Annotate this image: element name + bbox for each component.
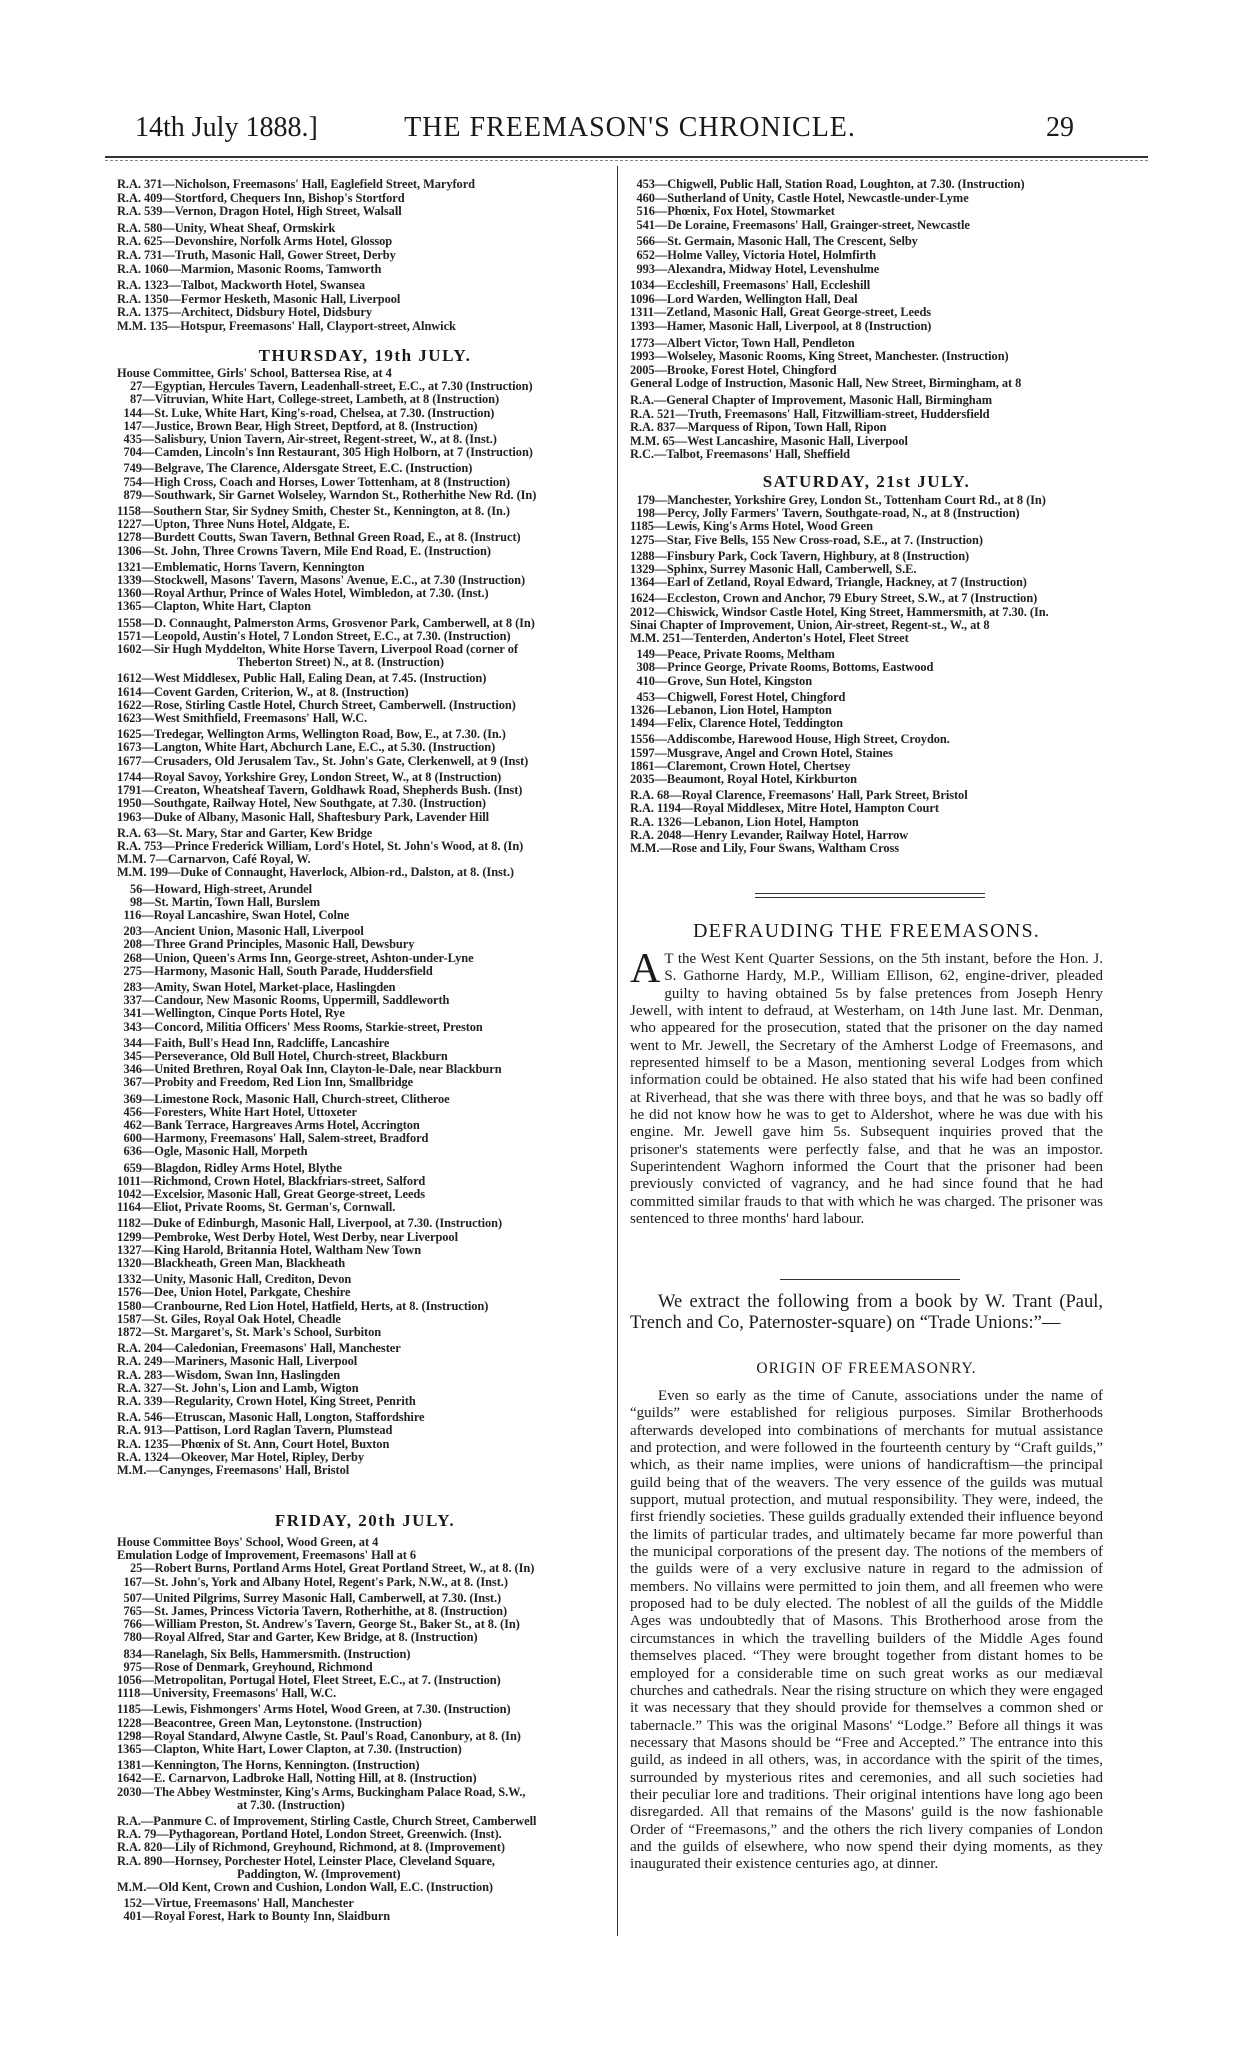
lodge-listing: 1321—Emblematic, Horns Tavern, Kennington <box>117 559 365 574</box>
listing-group <box>117 1592 613 1645</box>
lodge-listing: 1612—West Middlesex, Public Hall, Ealing Dean, at 7.45. (Instruction) <box>117 671 487 686</box>
lodge-listing: M.M. 251—Tenterden, Anderton's Hotel, Fleet Street <box>630 631 909 646</box>
lodge-listing: 1622—Rose, Stirling Castle Hotel, Church Street, Camberwell. (Instruction) <box>117 697 516 712</box>
lodge-listing: 1299—Pembroke, West Derby Hotel, West Derby, near Liverpool <box>117 1229 458 1244</box>
listing-group <box>117 561 613 614</box>
lodge-listing: 1950—Southgate, Railway Hotel, New Southgate, at 7.30. (Instruction) <box>117 796 486 811</box>
issue-date: 14th July 1888.] <box>135 112 318 143</box>
lodge-listing: 149—Peace, Private Rooms, Meltham <box>636 647 835 662</box>
lodge-listing: 1673—Langton, White Hart, Abchurch Lane, E.C., at 5.30. (Instruction) <box>117 740 496 755</box>
drop-cap: A <box>630 946 661 992</box>
listing-group <box>117 617 613 670</box>
article-text: T the West Kent Quarter Sessions, on the 5th instant, before the Hon. J. S. Gathorne Hardy, M.P., William Ellison, 62, engine-driver, pleaded guilty to having obtained 5s by false pretences from Joseph Henry Jewell, with intent to defraud, at Westerham, on 14th June last. Mr. Denman, who appeared for the prosecution, stated that the prisoner on the day named went to Mr. Jewell, the Secretary of the Amherst Lodge of Freemasons, and represented himself to be a Mason, mentioning several Lodges from which information could be obtained. He also stated that his wife had been confined at Riverhead, that she was there with three boys, and that he was so badly off he did not know how he was to get to Aldershot, where he was due with his engine. Mr. Jewell gave him 5s. Subsequent inquiries proved that the prisoner's statements were perfectly false, and that he was an impostor. Superintendent Waghorn informed the Court that the prisoner had been previously convicted of vagrancy, and he had since found that he had committed similar frauds to that with which he was charged. The prisoner was sentenced to three months' hard labour. <box>630 951 1103 1228</box>
listing-group <box>117 672 613 725</box>
listing-group <box>630 394 1103 462</box>
lodge-listing: 1773—Albert Victor, Town Hall, Pendleton <box>630 335 855 350</box>
lodge-listing: 749—Belgrave, The Clarence, Aldersgate Street, E.C. (Instruction) <box>123 461 473 476</box>
lodge-listing: R.A. 283—Wisdom, Swan Inn, Haslingden <box>117 1367 341 1382</box>
lodge-listing: R.A. 63—St. Mary, Star and Garter, Kew Bridge <box>117 825 373 840</box>
lodge-listing: 754—High Cross, Coach and Horses, Lower Tottenham, at 8 (Instruction) <box>123 474 510 489</box>
listing-group <box>117 728 613 768</box>
lodge-listing: R.A. 339—Regularity, Crown Hotel, King Street, Penrith <box>117 1394 416 1409</box>
lodge-listing: R.A. 371—Nicholson, Freemasons' Hall, Eaglefield Street, Maryford <box>117 177 475 191</box>
lodge-listing: 1329—Sphinx, Surrey Masonic Hall, Camberwell, S.E. <box>630 562 917 577</box>
listing-group <box>117 367 613 459</box>
lodge-listing: 1872—St. Margaret's, St. Mark's School, Surbiton <box>117 1325 382 1340</box>
listing-group <box>117 1703 613 1756</box>
lodge-listing: 341—Wellington, Cinque Ports Hotel, Rye <box>123 1006 345 1021</box>
lodge-listing: 1118—University, Freemasons' Hall, W.C. <box>117 1686 337 1701</box>
lodge-listing: 993—Alexandra, Midway Hotel, Levenshulme <box>636 261 880 276</box>
lodge-listing: 1326—Lebanon, Lion Hotel, Hampton <box>630 703 832 718</box>
lodge-listing: 27—Egyptian, Hercules Tavern, Leadenhall-street, E.C., at 7.30 (Instruction) <box>130 379 533 394</box>
lodge-listing: R.A.—General Chapter of Improvement, Masonic Hall, Birmingham <box>630 392 992 407</box>
lodge-listing: 1558—D. Connaught, Palmerston Arms, Grosvenor Park, Camberwell, at 8 (In) <box>117 615 535 630</box>
extract-intro: We extract the following from a book by W. Trant (Paul, Trench and Co, Paternoster-square) on “Trade Unions:”— <box>630 1292 1103 1333</box>
lodge-listing: 766—William Preston, St. Andrew's Tavern, George St., Baker St., at 8. (In) <box>123 1617 520 1632</box>
lodge-listing: 1624—Eccleston, Crown and Anchor, 79 Ebury Street, S.W., at 7 (Instruction) <box>630 591 1038 606</box>
listing-group <box>630 337 1103 391</box>
lodge-listing: 144—St. Luke, White Hart, King's-road, Chelsea, at 7.30. (Instruction) <box>123 405 495 420</box>
column-divider <box>617 166 618 1936</box>
listing-group <box>117 883 613 923</box>
lodge-listing: 367—Probity and Freedom, Red Lion Inn, Smallbridge <box>123 1075 414 1090</box>
lodge-listing: R.A. 837—Marquess of Ripon, Town Hall, Ripon <box>630 420 887 435</box>
listing-group <box>117 925 613 978</box>
lodge-listing: 1011—Richmond, Crown Hotel, Blackfriars-street, Salford <box>117 1173 426 1188</box>
lodge-listing: 268—Union, Queen's Arms Inn, George-street, Ashton-under-Lyne <box>123 950 474 965</box>
listing-continuation: at 7.30. (Instruction) <box>237 1797 345 1812</box>
lodge-listing: 203—Ancient Union, Masonic Hall, Liverpool <box>123 924 364 939</box>
lodge-listing: 462—Bank Terrace, Hargreaves Arms Hotel, Accrington <box>123 1117 420 1132</box>
lodge-listing: 1556—Addiscombe, Harewood House, High Street, Croydon. <box>630 732 950 747</box>
listing-group <box>117 462 613 502</box>
thursday-heading: THURSDAY, 19th JULY. <box>258 346 472 365</box>
lodge-listing: 652—Holme Valley, Victoria Hotel, Holmfirth <box>636 247 876 262</box>
lodge-listing: Emulation Lodge of Improvement, Freemasons' Hall at 6 <box>117 1548 417 1563</box>
listing-group <box>117 222 613 276</box>
lodge-listing: R.A. 753—Prince Frederick William, Lord's Hotel, St. John's Wood, at 8. (In) <box>117 838 524 853</box>
lodge-listing: 56—Howard, High-street, Arundel <box>130 881 313 896</box>
listing-group <box>117 1897 613 1923</box>
lodge-listing: 1381—Kennington, The Horns, Kennington. (Instruction) <box>117 1758 420 1773</box>
lodge-listing: 1744—Royal Savoy, Yorkshire Grey, London Street, W., at 8 (Instruction) <box>117 769 502 784</box>
lodge-listing: 780—Royal Alfred, Star and Garter, Kew Bridge, at 8. (Instruction) <box>123 1630 478 1645</box>
article-heading: DEFRAUDING THE FREEMASONS. <box>693 920 1040 942</box>
lodge-listing: R.A. 731—Truth, Masonic Hall, Gower Street, Derby <box>117 247 396 262</box>
lodge-listing: 1576—Dee, Union Hotel, Parkgate, Cheshire <box>117 1285 351 1300</box>
page-number: 29 <box>1046 112 1074 143</box>
lodge-listing: 1597—Musgrave, Angel and Crown Hotel, Staines <box>630 745 893 760</box>
lodge-listing: 516—Phœnix, Fox Hotel, Stowmarket <box>636 204 835 219</box>
lodge-listing: 765—St. James, Princess Victoria Tavern, Rotherhithe, at 8. (Instruction) <box>123 1604 508 1619</box>
lodge-listing: R.A. 580—Unity, Wheat Sheaf, Ormskirk <box>117 220 336 235</box>
section-rule <box>755 893 985 894</box>
listing-group <box>630 691 1103 731</box>
lodge-listing: 1327—King Harold, Britannia Hotel, Waltham New Town <box>117 1242 422 1257</box>
lodge-listing: 460—Sutherland of Unity, Castle Hotel, Newcastle-under-Lyme <box>636 190 969 205</box>
lodge-listing: 167—St. John's, York and Albany Hotel, Regent's Park, N.W., at 8. (Inst.) <box>123 1574 508 1589</box>
lodge-listing: 1963—Duke of Albany, Masonic Hall, Shaftesbury Park, Lavender Hill <box>117 809 490 824</box>
listing-group <box>117 1648 613 1701</box>
lodge-listing: R.A. 249—Mariners, Masonic Hall, Liverpool <box>117 1354 358 1369</box>
lodge-listing: 600—Harmony, Freemasons' Hall, Salem-street, Bradford <box>123 1131 429 1146</box>
lodge-listing: R.A. 1323—Talbot, Mackworth Hotel, Swansea <box>117 278 366 293</box>
lodge-listing: R.A. 1060—Marmion, Masonic Rooms, Tamworth <box>117 261 382 276</box>
lodge-listing: 1320—Blackheath, Green Man, Blackheath <box>117 1256 346 1270</box>
lodge-listing: 2012—Chiswick, Windsor Castle Hotel, King Street, Hammersmith, at 7.30. (In. <box>630 604 1049 619</box>
lodge-listing: 975—Rose of Denmark, Greyhound, Richmond <box>123 1659 373 1674</box>
lodge-listing: 1625—Tredegar, Wellington Arms, Wellington Road, Bow, E., at 7.30. (In.) <box>117 727 506 742</box>
saturday-heading: SATURDAY, 21st JULY. <box>762 472 971 491</box>
lodge-listing: 2030—The Abbey Westminster, King's Arms, Buckingham Palace Road, S.W., <box>117 1784 526 1799</box>
lodge-listing: 98—St. Martin, Town Hall, Burslem <box>130 894 321 909</box>
listing-group <box>630 648 1103 688</box>
lodge-listing: 345—Perseverance, Old Bull Hotel, Church-street, Blackburn <box>123 1048 448 1063</box>
lodge-listing: 456—Foresters, White Hart Hotel, Uttoxeter <box>123 1104 357 1119</box>
listing-group <box>117 1536 613 1589</box>
lodge-listing: 1056—Metropolitan, Portugal Hotel, Fleet Street, E.C., at 7. (Instruction) <box>117 1673 501 1688</box>
extract-body: Even so early as the time of Canute, associations under the name of “guilds” were established for religious purposes. Similar Brotherhoods afterwards developed into combinations of merchants for mutual assistance and protection, and were followed in the fourteenth century by “Craft guilds,” which, as their name implies, were unions of handicraftism—the principal guild being that of the weavers. The very essence of the guilds was mutual support, mutual protection, and mutual responsibility. They were, indeed, the first friendly societies. These guilds gradually extended their influence beyond the limits of particular trades, and ultimately became far more powerful than the municipal corporations of the present day. The notions of the members of the guilds were of a very exclusive nature in regard to the admission of members. No villains were permitted to join them, and all freemen who were proposed had to be duly elected. The noblest of all the guilds of the Middle Ages was undoubtedly that of Masons. This Brotherhood arose from the circumstances in which the travelling builders of the Middle Ages found themselves placed. “They were brought together from distant homes to be employed for a considerable time on such great works as our mediæval churches and cathedrals. Near the rising structure on which they were engaged it was necessary that they should provide for themselves a common shed or tabernacle.” This was the original Masons' “Lodge.” Before all things it was necessary that Masons should be “Free and Accepted.” The entrance into this guild, as indeed in all others, was, in accordance with the spirit of the times, surrounded by mysterious rites and ceremonies, and all such societies had their peculiar lore and traditions. Their original intentions have long ago been disregarded. All that remains of the Masons' guild is the now fashionable Order of “Freemasons,” and the others the rich livery companies of London and the guilds of elsewhere, who now spend their dying moments, as they inaugurated their existence centuries ago, at dinner. <box>630 1388 1103 1873</box>
thursday-list <box>117 367 613 1480</box>
listing-group <box>117 1342 613 1408</box>
section-rule-thin <box>755 897 985 898</box>
lodge-listing: 198—Percy, Jolly Farmers' Tavern, Southgate-road, N., at 8 (Instruction) <box>636 506 1020 521</box>
listing-group <box>630 235 1103 276</box>
lodge-listing: 283—Amity, Swan Hotel, Market-place, Haslingden <box>123 979 396 994</box>
lodge-listing: 636—Ogle, Masonic Hall, Morpeth <box>123 1144 308 1159</box>
lodge-listing: M.M.—Old Kent, Crown and Cushion, London Wall, E.C. (Instruction) <box>117 1880 494 1895</box>
lodge-listing: 152—Virtue, Freemasons' Hall, Manchester <box>123 1896 354 1911</box>
listing-group <box>117 1217 613 1270</box>
friday-heading: FRIDAY, 20th JULY. <box>274 1511 456 1530</box>
article-body <box>630 946 1103 1229</box>
lodge-listing: R.A. 409—Stortford, Chequers Inn, Bishop's Stortford <box>117 190 405 205</box>
lodge-listing: 1791—Creaton, Wheatsheaf Tavern, Goldhawk Road, Shepherds Bush. (Inst) <box>117 783 523 798</box>
lodge-listing: 346—United Brethren, Royal Oak Inn, Clayton-le-Dale, near Blackburn <box>123 1062 502 1077</box>
listing-group <box>117 279 613 333</box>
listing-group <box>630 494 1103 547</box>
lodge-listing: 1164—Eliot, Private Rooms, St. German's, Cornwall. <box>117 1200 396 1215</box>
extract-heading: ORIGIN OF FREEMASONRY. <box>756 1360 977 1377</box>
lodge-listing: R.A. 913—Pattison, Lord Raglan Tavern, Plumstead <box>117 1423 393 1438</box>
lodge-listing: 369—Limestone Rock, Masonic Hall, Church-street, Clitheroe <box>123 1091 450 1106</box>
header-rule-dashed <box>105 160 1148 161</box>
lodge-listing: Sinai Chapter of Improvement, Union, Air-street, Regent-st., W., at 8 <box>630 617 990 632</box>
lodge-listing: 1494—Felix, Clarence Hotel, Teddington <box>630 716 843 731</box>
lodge-listing: 659—Blagdon, Ridley Arms Hotel, Blythe <box>123 1160 342 1175</box>
lodge-listing: 1365—Clapton, White Hart, Clapton <box>117 599 311 614</box>
lodge-listing: 308—Prince George, Private Rooms, Bottoms, Eastwood <box>636 660 934 675</box>
lodge-listing: 1182—Duke of Edinburgh, Masonic Hall, Liverpool, at 7.30. (Instruction) <box>117 1216 503 1231</box>
listing-group <box>117 827 613 880</box>
saturday-list <box>630 494 1103 858</box>
lodge-listing: 147—Justice, Brown Bear, High Street, Deptford, at 8. (Instruction) <box>123 418 478 433</box>
lodge-listing: 1185—Lewis, King's Arms Hotel, Wood Green <box>630 519 873 534</box>
lodge-listing: M.M. 135—Hotspur, Freemasons' Hall, Clayport-street, Alnwick <box>117 318 456 333</box>
lodge-listing: House Committee, Girls' School, Battersea Rise, at 4 <box>117 366 392 380</box>
listing-group <box>630 178 1103 232</box>
lodge-listing: 1034—Eccleshill, Freemasons' Hall, Eccleshill <box>630 278 871 293</box>
lodge-listing: 337—Candour, New Masonic Rooms, Uppermill, Saddleworth <box>123 993 450 1008</box>
listing-continuation: Paddington, W. (Improvement) <box>237 1866 401 1881</box>
lodge-listing: R.A. 1194—Royal Middlesex, Mitre Hotel, Hampton Court <box>630 801 939 816</box>
wednesday-continued-list <box>117 178 613 337</box>
lodge-listing: R.A. 539—Vernon, Dragon Hotel, High Street, Walsall <box>117 204 402 219</box>
lodge-listing: 1393—Hamer, Masonic Hall, Liverpool, at 8 (Instruction) <box>630 318 932 333</box>
lodge-listing: 343—Concord, Militia Officers' Mess Rooms, Starkie-street, Preston <box>123 1019 483 1034</box>
lodge-listing: 1096—Lord Warden, Wellington Hall, Deal <box>630 291 858 306</box>
lodge-listing: 2005—Brooke, Forest Hotel, Chingford <box>630 362 837 377</box>
lodge-listing: 1993—Wolseley, Masonic Rooms, King Street, Manchester. (Instruction) <box>630 349 1009 364</box>
lodge-listing: 1364—Earl of Zetland, Royal Edward, Triangle, Hackney, at 7 (Instruction) <box>630 575 1027 590</box>
lodge-listing: 87—Vitruvian, White Hart, College-street, Lambeth, at 8 (Instruction) <box>130 392 500 407</box>
lodge-listing: 401—Royal Forest, Hark to Bounty Inn, Slaidburn <box>123 1909 391 1924</box>
lodge-listing: 1861—Claremont, Crown Hotel, Chertsey <box>630 758 851 773</box>
lodge-listing: R.A. 327—St. John's, Lion and Lamb, Wigton <box>117 1380 359 1395</box>
lodge-listing: 541—De Loraine, Freemasons' Hall, Grainger-street, Newcastle <box>636 217 970 232</box>
lodge-listing: 1042—Excelsior, Masonic Hall, Great George-street, Leeds <box>117 1186 426 1201</box>
lodge-listing: R.A. 2048—Henry Levander, Railway Hotel, Harrow <box>630 827 909 842</box>
lodge-listing: 1158—Southern Star, Sir Sydney Smith, Chester St., Kennington, at 8. (In.) <box>117 504 510 519</box>
lodge-listing: 566—St. Germain, Masonic Hall, The Crescent, Selby <box>636 234 918 249</box>
listing-group <box>630 550 1103 590</box>
lodge-listing: R.C.—Talbot, Freemasons' Hall, Sheffield <box>630 447 851 462</box>
article-separator <box>780 1279 960 1280</box>
lodge-listing: 1185—Lewis, Fishmongers' Arms Hotel, Wood Green, at 7.30. (Instruction) <box>117 1702 511 1717</box>
lodge-listing: 704—Camden, Lincoln's Inn Restaurant, 305 High Holborn, at 7 (Instruction) <box>123 445 533 460</box>
lodge-listing: 1602—Sir Hugh Myddelton, White Horse Tavern, Liverpool Road (corner of <box>117 642 518 657</box>
lodge-listing: 116—Royal Lancashire, Swan Hotel, Colne <box>123 907 350 922</box>
lodge-listing: M.M.—Rose and Lily, Four Swans, Waltham Cross <box>630 841 900 856</box>
lodge-listing: 1642—E. Carnarvon, Ladbroke Hall, Notting Hill, at 8. (Instruction) <box>117 1771 477 1786</box>
lodge-listing: 1580—Cranbourne, Red Lion Hotel, Hatfield, Herts, at 8. (Instruction) <box>117 1298 489 1313</box>
listing-group <box>117 505 613 558</box>
lodge-listing: R.A. 1235—Phœnix of St. Ann, Court Hotel, Buxton <box>117 1436 390 1451</box>
lodge-listing: 179—Manchester, Yorkshire Grey, London St., Tottenham Court Rd., at 8 (In) <box>636 493 1046 507</box>
lodge-listing: 410—Grove, Sun Hotel, Kingston <box>636 673 813 688</box>
lodge-listing: R.A. 68—Royal Clarence, Freemasons' Hall, Park Street, Bristol <box>630 788 968 803</box>
lodge-listing: 1360—Royal Arthur, Prince of Wales Hotel, Wimbledon, at 7.30. (Inst.) <box>117 586 489 601</box>
lodge-listing: 507—United Pilgrims, Surrey Masonic Hall, Camberwell, at 7.30. (Inst.) <box>123 1590 502 1605</box>
lodge-listing: 1623—West Smithfield, Freemasons' Hall, W.C. <box>117 711 368 726</box>
lodge-listing: R.A. 1350—Fermor Hesketh, Masonic Hall, Liverpool <box>117 291 401 306</box>
friday-continued-list <box>630 178 1103 465</box>
lodge-listing: M.M. 65—West Lancashire, Masonic Hall, Liverpool <box>630 433 908 448</box>
lodge-listing: 1311—Zetland, Masonic Hall, Great George-street, Leeds <box>630 305 932 320</box>
listing-group <box>117 1162 613 1215</box>
lodge-listing: 208—Three Grand Principles, Masonic Hall, Dewsbury <box>123 937 415 952</box>
listing-group <box>630 733 1103 786</box>
lodge-listing: 1227—Upton, Three Nuns Hotel, Aldgate, E. <box>117 517 350 532</box>
lodge-listing: R.A. 1375—Architect, Didsbury Hotel, Didsbury <box>117 305 372 320</box>
listing-group <box>630 789 1103 855</box>
lodge-listing: 1278—Burdett Coutts, Swan Tavern, Bethnal Green Road, E., at 8. (Instruct) <box>117 530 521 545</box>
lodge-listing: General Lodge of Instruction, Masonic Hall, New Street, Birmingham, at 8 <box>630 376 1022 391</box>
listing-group <box>630 592 1103 645</box>
listing-group <box>630 279 1103 333</box>
friday-list <box>117 1536 613 1927</box>
lodge-listing: 2035—Beaumont, Royal Hotel, Kirkburton <box>630 772 857 787</box>
listing-group <box>117 178 613 219</box>
lodge-listing: R.A. 521—Truth, Freemasons' Hall, Fitzwilliam-street, Huddersfield <box>630 406 990 421</box>
lodge-listing: 1228—Beacontree, Green Man, Leytonstone. (Instruction) <box>117 1715 422 1730</box>
listing-group <box>117 1037 613 1090</box>
lodge-listing: 879—Southwark, Sir Garnet Wolseley, Warndon St., Rotherhithe New Rd. (In) <box>123 487 537 502</box>
listing-group <box>117 1273 613 1339</box>
lodge-listing: 435—Salisbury, Union Tavern, Air-street, Regent-street, W., at 8. (Inst.) <box>123 432 497 447</box>
lodge-listing: 1365—Clapton, White Hart, Lower Clapton, at 7.30. (Instruction) <box>117 1742 462 1757</box>
lodge-listing: 453—Chigwell, Public Hall, Station Road, Loughton, at 7.30. (Instruction) <box>636 177 1025 191</box>
listing-group <box>117 1759 613 1812</box>
listing-group <box>117 771 613 824</box>
lodge-listing: 1677—Crusaders, Old Jerusalem Tav., St. John's Gate, Clerkenwell, at 9 (Inst) <box>117 753 529 768</box>
listing-group <box>117 1093 613 1159</box>
lodge-listing: R.A. 1324—Okeover, Mar Hotel, Ripley, Derby <box>117 1449 365 1464</box>
lodge-listing: 1587—St. Giles, Royal Oak Hotel, Cheadle <box>117 1311 341 1326</box>
lodge-listing: R.A. 546—Etruscan, Masonic Hall, Longton, Staffordshire <box>117 1410 425 1425</box>
lodge-listing: 834—Ranelagh, Six Bells, Hammersmith. (Instruction) <box>123 1646 411 1661</box>
lodge-listing: M.M. 199—Duke of Connaught, Haverlock, Albion-rd., Dalston, at 8. (Inst.) <box>117 865 515 880</box>
lodge-listing: R.A. 820—Lily of Richmond, Greyhound, Richmond, at 8. (Improvement) <box>117 1840 505 1855</box>
lodge-listing: R.A. 1326—Lebanon, Lion Hotel, Hampton <box>630 814 859 829</box>
lodge-listing: 1298—Royal Standard, Alwyne Castle, St. Paul's Road, Canonbury, at 8. (In) <box>117 1728 521 1743</box>
lodge-listing: 25—Robert Burns, Portland Arms Hotel, Great Portland Street, W., at 8. (In) <box>130 1561 535 1576</box>
listing-group <box>117 981 613 1034</box>
lodge-listing: M.M.—Canynges, Freemasons' Hall, Bristol <box>117 1463 350 1478</box>
lodge-listing: 1275—Star, Five Bells, 155 New Cross-road, S.E., at 7. (Instruction) <box>630 532 983 547</box>
lodge-listing: M.M. 7—Carnarvon, Café Royal, W. <box>117 852 311 867</box>
lodge-listing: 344—Faith, Bull's Head Inn, Radcliffe, Lancashire <box>123 1035 390 1050</box>
listing-group <box>117 1411 613 1477</box>
newspaper-title: THE FREEMASON'S CHRONICLE. <box>404 112 856 143</box>
lodge-listing: R.A.—Panmure C. of Improvement, Stirling Castle, Church Street, Camberwell <box>117 1814 537 1829</box>
listing-continuation: Theberton Street) N., at 8. (Instruction) <box>237 655 444 670</box>
lodge-listing: R.A. 625—Devonshire, Norfolk Arms Hotel, Glossop <box>117 234 393 249</box>
lodge-listing: 275—Harmony, Masonic Hall, South Parade, Huddersfield <box>123 963 433 978</box>
lodge-listing: 1288—Finsbury Park, Cock Tavern, Highbury, at 8 (Instruction) <box>630 548 970 563</box>
lodge-listing: House Committee Boys' School, Wood Green, at 4 <box>117 1535 379 1549</box>
lodge-listing: 1571—Leopold, Austin's Hotel, 7 London Street, E.C., at 7.30. (Instruction) <box>117 628 511 643</box>
listing-group <box>117 1815 613 1894</box>
header-rule <box>105 156 1148 158</box>
lodge-listing: 1614—Covent Garden, Criterion, W., at 8. (Instruction) <box>117 684 409 699</box>
lodge-listing: 1332—Unity, Masonic Hall, Crediton, Devon <box>117 1272 352 1287</box>
lodge-listing: 453—Chigwell, Forest Hotel, Chingford <box>636 689 846 704</box>
lodge-listing: R.A. 204—Caledonian, Freemasons' Hall, Manchester <box>117 1341 401 1356</box>
lodge-listing: 1306—St. John, Three Crowns Tavern, Mile End Road, E. (Instruction) <box>117 543 491 558</box>
lodge-listing: R.A. 890—Hornsey, Porchester Hotel, Leinster Place, Cleveland Square, <box>117 1853 495 1868</box>
lodge-listing: 1339—Stockwell, Masons' Tavern, Masons' Avenue, E.C., at 7.30 (Instruction) <box>117 573 526 588</box>
lodge-listing: R.A. 79—Pythagorean, Portland Hotel, London Street, Greenwich. (Inst). <box>117 1827 502 1842</box>
